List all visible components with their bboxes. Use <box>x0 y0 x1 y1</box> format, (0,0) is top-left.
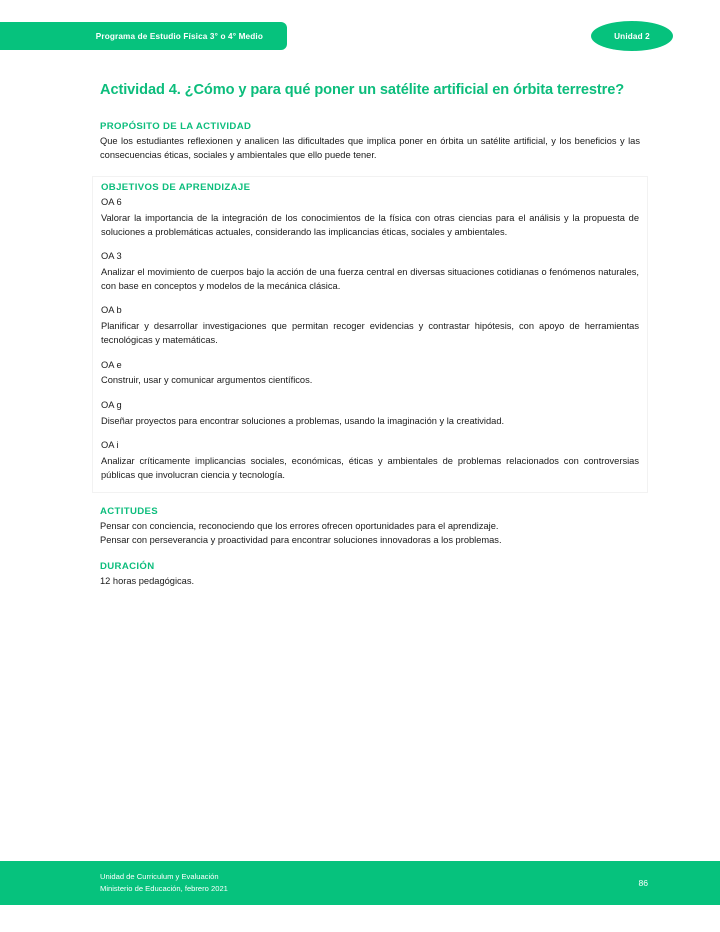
learning-objective-description: Analizar críticamente implicancias sociales, económicas, éticas y ambientales de problemas relacionados con controversias públicas que involucran ciencia y tecnología. <box>101 455 639 480</box>
attitude-line: Pensar con conciencia, reconociendo que los errores ofrecen oportunidades para el aprendizaje. <box>100 520 499 531</box>
learning-objective-item <box>101 304 639 347</box>
duration-heading: DURACIÓN <box>100 561 155 573</box>
purpose-text: Que los estudiantes reflexionen y analicen las dificultades que implica poner en órbita un satélite artificial, y los beneficios y las consecuencias éticas, sociales y ambientales que ello puede tener. <box>100 135 640 160</box>
page-title: Actividad 4. ¿Cómo y para qué poner un satélite artificial en órbita terrestre? <box>100 82 625 98</box>
program-banner-label: Programa de Estudio Física 3° o 4° Medio <box>95 31 263 41</box>
page-header <box>0 0 720 66</box>
learning-objective-item <box>101 439 639 482</box>
unit-badge-label: Unidad 2 <box>614 31 650 41</box>
section-duration <box>100 561 640 588</box>
learning-objective-code: OA i <box>101 439 119 450</box>
section-purpose <box>100 121 640 162</box>
learning-objective-item <box>101 359 639 388</box>
footer-attribution <box>100 871 228 895</box>
learning-objective-description: Construir, usar y comunicar argumentos científicos. <box>101 375 313 386</box>
page-number: 86 <box>638 878 648 888</box>
learning-objective-item <box>101 399 639 428</box>
document-content <box>100 80 640 602</box>
program-banner <box>0 22 287 50</box>
duration-text: 12 horas pedagógicas. <box>100 576 195 587</box>
page-footer <box>0 861 720 905</box>
footer-line-unit: Unidad de Curriculum y Evaluación <box>100 872 219 882</box>
learning-objective-code: OA e <box>101 359 122 370</box>
learning-objective-description: Diseñar proyectos para encontrar soluciones a problemas, usando la imaginación y la creatividad. <box>101 415 505 426</box>
attitude-line: Pensar con perseverancia y proactividad para encontrar soluciones innovadoras a los problemas. <box>100 534 502 545</box>
learning-objective-item <box>101 196 639 239</box>
unit-badge <box>591 21 673 51</box>
section-learning-objectives <box>92 176 648 493</box>
section-attitudes <box>100 506 640 547</box>
learning-objective-code: OA g <box>101 399 122 410</box>
learning-objective-code: OA 3 <box>101 251 122 262</box>
learning-objective-description: Analizar el movimiento de cuerpos bajo la acción de una fuerza central en diversas situaciones cotidianas o fenómenos naturales, con base en conceptos y modelos de la mecánica clásica. <box>101 267 639 292</box>
learning-objective-item <box>101 250 639 293</box>
learning-objective-description: Planificar y desarrollar investigaciones que permitan recoger evidencias y contrastar hipótesis, con apoyo de herramientas tecnológicas y matemáticas. <box>101 321 639 346</box>
learning-objective-code: OA b <box>101 305 122 316</box>
learning-objectives-heading: OBJETIVOS DE APRENDIZAJE <box>101 181 251 193</box>
purpose-heading: PROPÓSITO DE LA ACTIVIDAD <box>100 120 252 132</box>
learning-objective-code: OA 6 <box>101 196 122 207</box>
footer-line-ministry: Ministerio de Educación, febrero 2021 <box>100 884 228 893</box>
learning-objective-description: Valorar la importancia de la integración de los conocimientos de la física con otras ciencias para el análisis y la propuesta de soluciones a problemáticas actuales, considerando las implicancias éticas, sociales y ambientales. <box>101 212 639 238</box>
attitudes-heading: ACTITUDES <box>100 505 159 517</box>
